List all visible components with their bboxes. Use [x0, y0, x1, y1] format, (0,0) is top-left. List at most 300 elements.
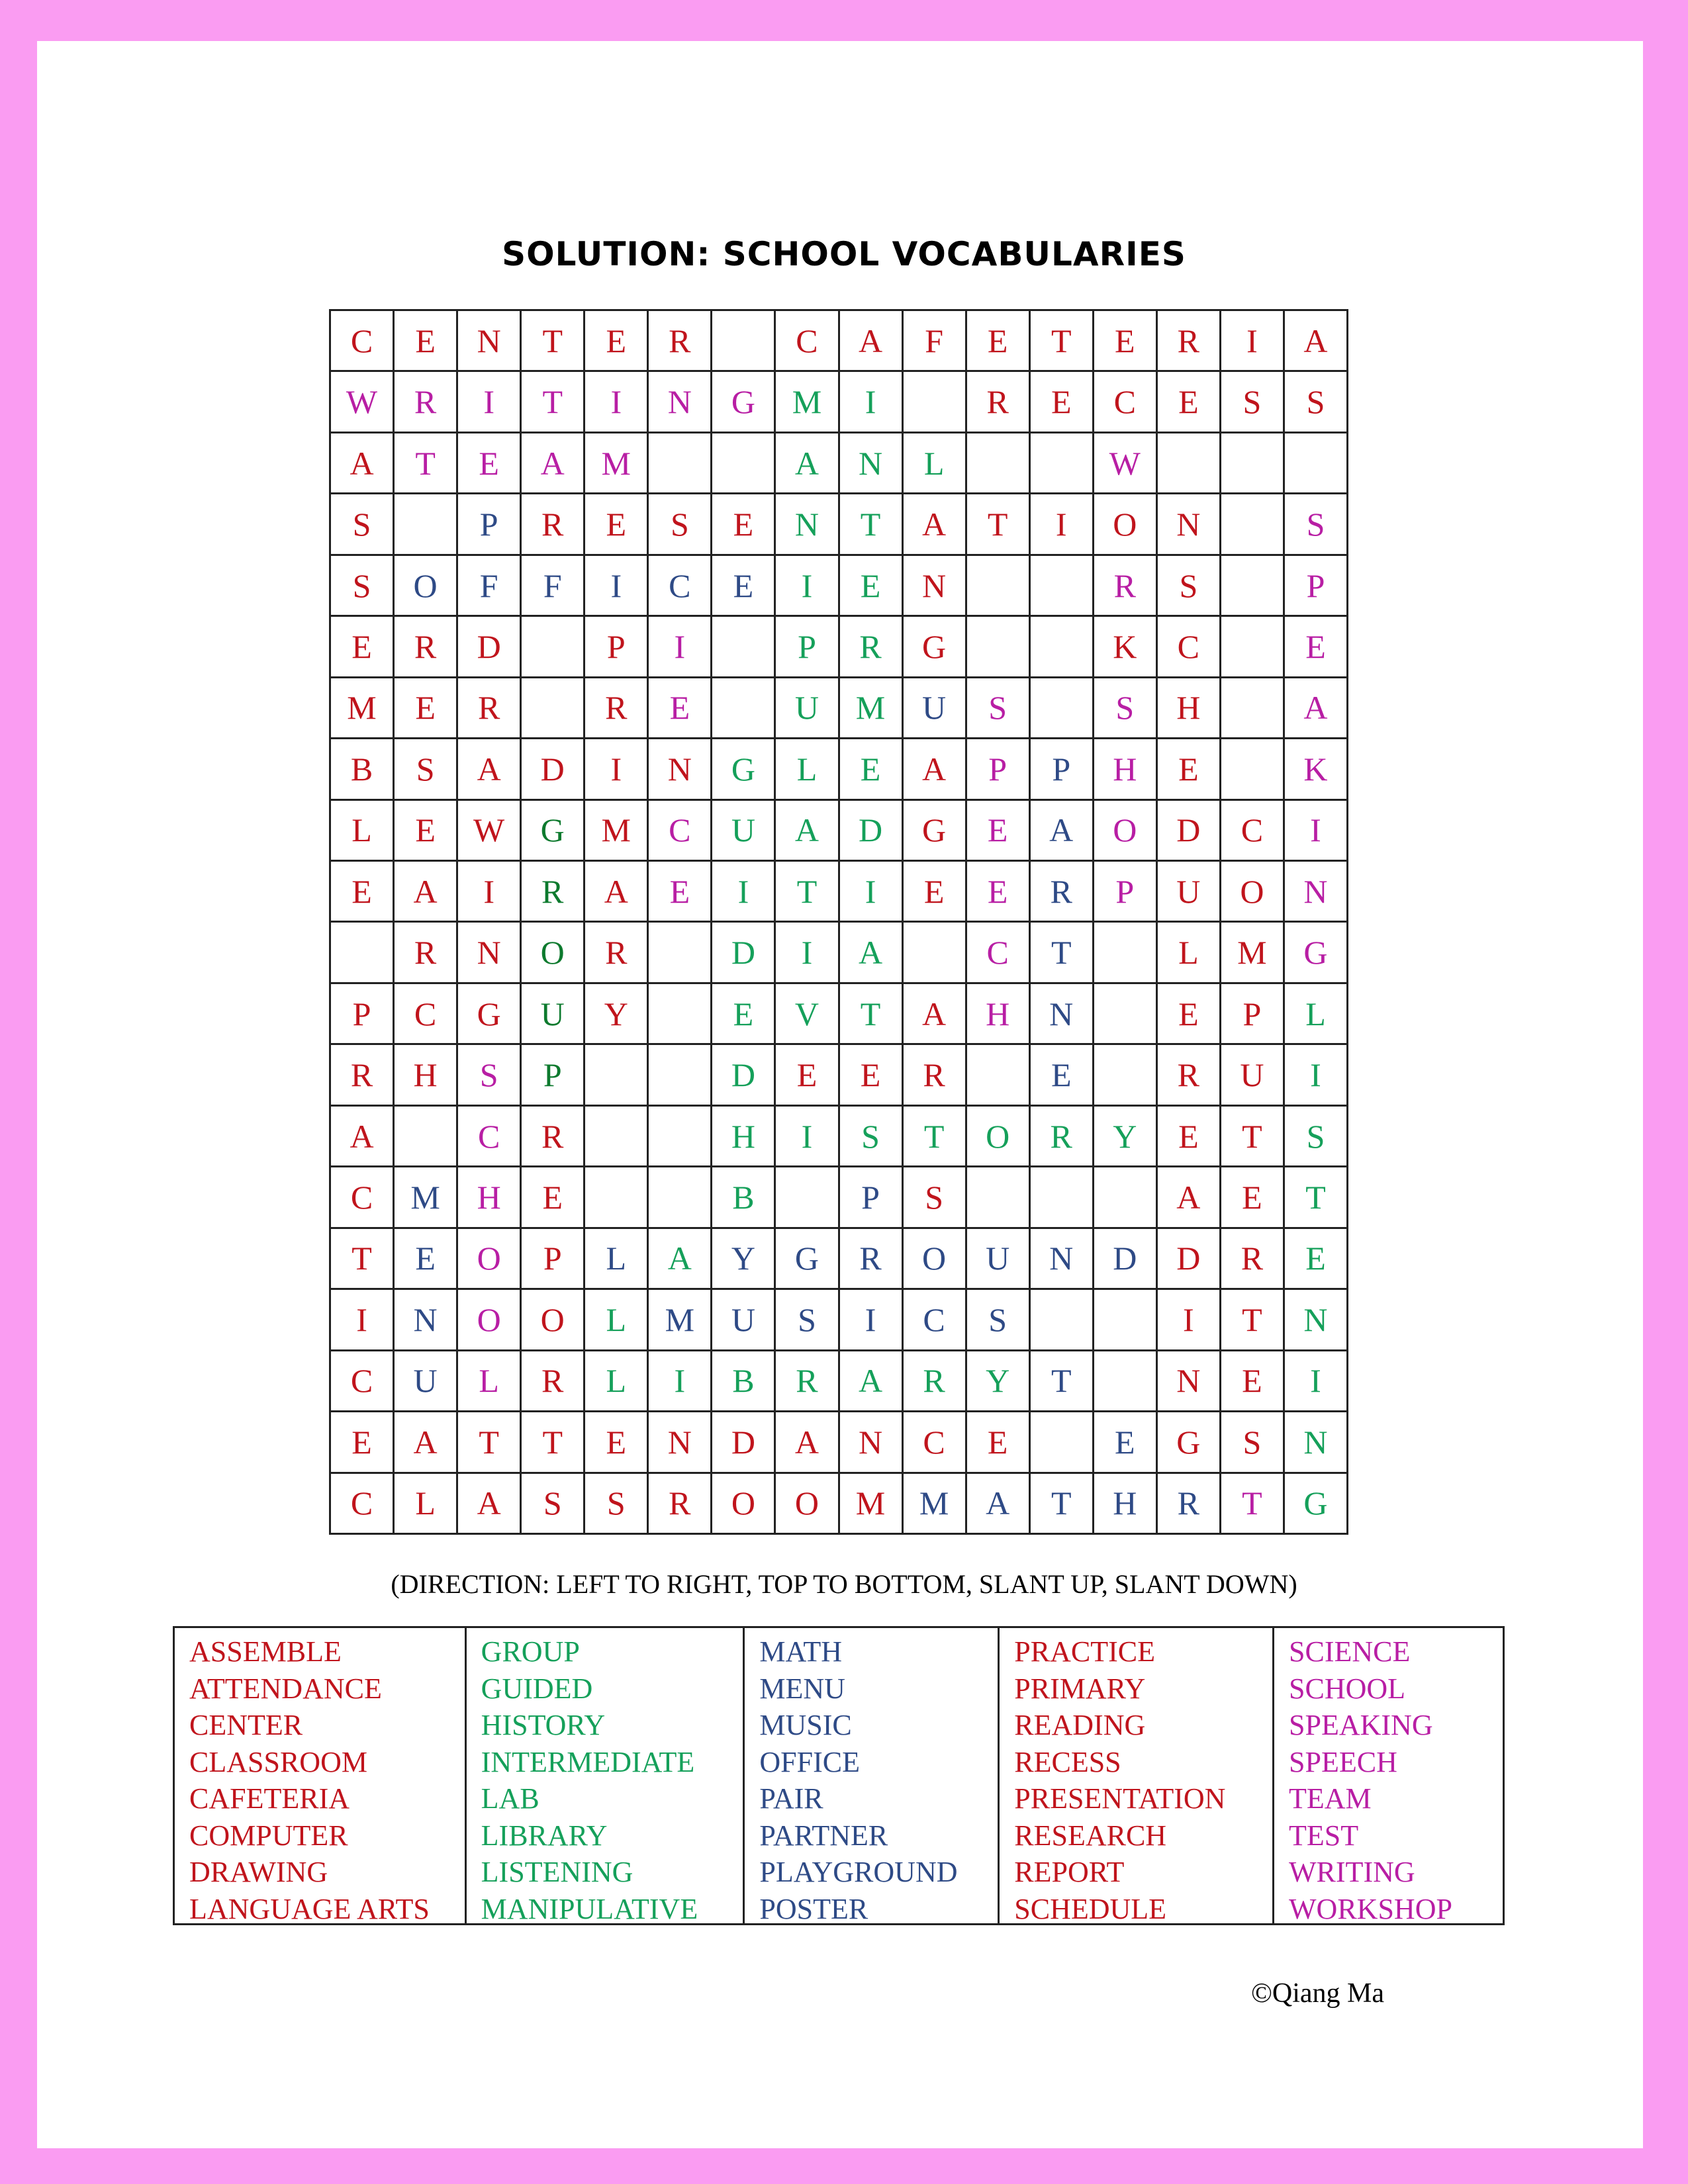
- grid-cell: R: [1221, 1229, 1285, 1290]
- word-item: PRESENTATION: [1014, 1782, 1226, 1815]
- grid-cell: M: [585, 433, 649, 494]
- grid-cell: H: [712, 1107, 776, 1167]
- grid-cell: C: [331, 1474, 395, 1535]
- grid-cell: C: [395, 984, 458, 1045]
- grid-cell: E: [522, 1167, 585, 1228]
- word-item: GUIDED: [481, 1672, 593, 1705]
- grid-cell: T: [1221, 1474, 1285, 1535]
- grid-cell: F: [904, 311, 967, 372]
- grid-cell: [649, 984, 712, 1045]
- grid-cell: T: [458, 1412, 522, 1473]
- grid-cell: E: [967, 801, 1031, 862]
- grid-cell: R: [904, 1351, 967, 1412]
- grid-cell: R: [1031, 1107, 1094, 1167]
- grid-cell: A: [458, 739, 522, 800]
- grid-cell: O: [712, 1474, 776, 1535]
- grid-cell: P: [522, 1229, 585, 1290]
- grid-cell: N: [1158, 1351, 1221, 1412]
- grid-cell: T: [395, 433, 458, 494]
- grid-cell: [712, 433, 776, 494]
- grid-cell: N: [1285, 1412, 1348, 1473]
- grid-cell: N: [1285, 1290, 1348, 1351]
- word-item: MATH: [759, 1635, 843, 1668]
- word-search-grid: [329, 309, 1348, 1535]
- grid-cell: P: [331, 984, 395, 1045]
- grid-cell: C: [1221, 801, 1285, 862]
- grid-cell: N: [776, 494, 839, 555]
- grid-cell: N: [395, 1290, 458, 1351]
- grid-cell: P: [1221, 984, 1285, 1045]
- grid-cell: I: [840, 1290, 904, 1351]
- grid-cell: E: [395, 311, 458, 372]
- grid-cell: C: [904, 1290, 967, 1351]
- grid-cell: [331, 923, 395, 983]
- grid-cell: S: [331, 494, 395, 555]
- grid-cell: O: [904, 1229, 967, 1290]
- grid-cell: O: [522, 923, 585, 983]
- grid-cell: U: [395, 1351, 458, 1412]
- grid-cell: C: [649, 801, 712, 862]
- grid-cell: T: [1031, 1351, 1094, 1412]
- grid-cell: P: [840, 1167, 904, 1228]
- grid-cell: A: [904, 494, 967, 555]
- grid-cell: T: [522, 372, 585, 433]
- grid-cell: [1221, 678, 1285, 739]
- grid-cell: O: [458, 1290, 522, 1351]
- grid-cell: Y: [585, 984, 649, 1045]
- word-item: READING: [1014, 1709, 1146, 1741]
- grid-cell: I: [776, 1107, 839, 1167]
- grid-cell: A: [776, 801, 839, 862]
- grid-cell: B: [331, 739, 395, 800]
- grid-cell: Y: [967, 1351, 1031, 1412]
- grid-cell: R: [395, 372, 458, 433]
- grid-cell: I: [1158, 1290, 1221, 1351]
- grid-cell: O: [1094, 801, 1158, 862]
- grid-cell: R: [395, 617, 458, 678]
- grid-cell: A: [840, 1351, 904, 1412]
- grid-cell: M: [395, 1167, 458, 1228]
- grid-cell: E: [712, 494, 776, 555]
- grid-cell: I: [585, 372, 649, 433]
- word-item: REPORT: [1014, 1856, 1125, 1888]
- grid-cell: E: [395, 801, 458, 862]
- grid-cell: M: [1221, 923, 1285, 983]
- grid-cell: U: [1221, 1045, 1285, 1106]
- grid-cell: [1158, 433, 1221, 494]
- word-item: DRAWING: [189, 1856, 328, 1888]
- copyright: ©Qiang Ma: [1251, 1978, 1385, 2009]
- grid-cell: E: [967, 862, 1031, 923]
- grid-cell: E: [967, 1412, 1031, 1473]
- grid-cell: A: [458, 1474, 522, 1535]
- grid-cell: [1221, 617, 1285, 678]
- grid-cell: M: [776, 372, 839, 433]
- grid-cell: L: [776, 739, 839, 800]
- word-item: CAFETERIA: [189, 1782, 350, 1815]
- grid-cell: [712, 678, 776, 739]
- grid-cell: T: [1031, 311, 1094, 372]
- grid-cell: E: [1221, 1351, 1285, 1412]
- grid-cell: U: [712, 801, 776, 862]
- grid-cell: E: [840, 556, 904, 617]
- grid-cell: I: [776, 923, 839, 983]
- grid-cell: E: [840, 739, 904, 800]
- word-item: ASSEMBLE: [189, 1635, 342, 1668]
- word-column: [1274, 1628, 1503, 1923]
- grid-cell: R: [1031, 862, 1094, 923]
- grid-cell: U: [522, 984, 585, 1045]
- word-item: LIBRARY: [481, 1819, 608, 1852]
- grid-cell: E: [1158, 372, 1221, 433]
- page-title: SOLUTION: SCHOOL VOCABULARIES: [502, 235, 1186, 273]
- grid-cell: N: [1031, 1229, 1094, 1290]
- grid-cell: Y: [1094, 1107, 1158, 1167]
- word-item: CENTER: [189, 1709, 303, 1741]
- grid-cell: [1094, 1290, 1158, 1351]
- grid-cell: S: [967, 678, 1031, 739]
- grid-cell: T: [840, 984, 904, 1045]
- word-item: GROUP: [481, 1635, 580, 1668]
- grid-cell: A: [522, 433, 585, 494]
- grid-cell: E: [331, 617, 395, 678]
- grid-cell: B: [712, 1351, 776, 1412]
- grid-cell: T: [522, 1412, 585, 1473]
- grid-cell: U: [967, 1229, 1031, 1290]
- word-item: SPEECH: [1289, 1745, 1397, 1778]
- grid-cell: I: [712, 862, 776, 923]
- word-item: OFFICE: [759, 1745, 860, 1778]
- grid-cell: U: [1158, 862, 1221, 923]
- grid-cell: [1031, 556, 1094, 617]
- grid-cell: S: [1221, 372, 1285, 433]
- grid-cell: C: [331, 1167, 395, 1228]
- grid-cell: I: [1285, 801, 1348, 862]
- grid-cell: T: [967, 494, 1031, 555]
- grid-cell: R: [395, 923, 458, 983]
- grid-cell: C: [967, 923, 1031, 983]
- grid-cell: T: [1221, 1290, 1285, 1351]
- grid-cell: A: [1031, 801, 1094, 862]
- grid-cell: I: [585, 739, 649, 800]
- grid-cell: K: [1094, 617, 1158, 678]
- grid-cell: T: [1031, 1474, 1094, 1535]
- grid-cell: C: [1094, 372, 1158, 433]
- grid-cell: [967, 617, 1031, 678]
- grid-cell: Y: [712, 1229, 776, 1290]
- word-item: PAIR: [759, 1782, 823, 1815]
- grid-cell: L: [1158, 923, 1221, 983]
- grid-cell: U: [904, 678, 967, 739]
- grid-cell: E: [904, 862, 967, 923]
- grid-cell: R: [522, 862, 585, 923]
- grid-cell: R: [776, 1351, 839, 1412]
- grid-cell: [585, 1167, 649, 1228]
- grid-cell: G: [458, 984, 522, 1045]
- grid-cell: [967, 1167, 1031, 1228]
- grid-cell: T: [776, 862, 839, 923]
- word-item: PARTNER: [759, 1819, 888, 1852]
- grid-cell: C: [331, 311, 395, 372]
- grid-cell: F: [522, 556, 585, 617]
- grid-cell: [904, 923, 967, 983]
- grid-cell: R: [331, 1045, 395, 1106]
- grid-cell: A: [904, 739, 967, 800]
- grid-cell: [1031, 678, 1094, 739]
- grid-cell: E: [967, 311, 1031, 372]
- word-column: [175, 1628, 467, 1923]
- grid-cell: [967, 1045, 1031, 1106]
- word-item: TEST: [1289, 1819, 1359, 1852]
- grid-cell: [649, 433, 712, 494]
- grid-cell: C: [458, 1107, 522, 1167]
- grid-cell: E: [331, 1412, 395, 1473]
- grid-cell: S: [1285, 494, 1348, 555]
- grid-cell: N: [649, 372, 712, 433]
- grid-cell: S: [1285, 372, 1348, 433]
- grid-cell: R: [840, 1229, 904, 1290]
- grid-cell: I: [458, 372, 522, 433]
- grid-cell: G: [1285, 1474, 1348, 1535]
- grid-cell: [1285, 433, 1348, 494]
- grid-cell: A: [967, 1474, 1031, 1535]
- word-item: SCIENCE: [1289, 1635, 1411, 1668]
- grid-cell: [1221, 433, 1285, 494]
- grid-cell: I: [1031, 494, 1094, 555]
- grid-cell: R: [649, 1474, 712, 1535]
- direction-note: (DIRECTION: LEFT TO RIGHT, TOP TO BOTTOM, SLANT UP, SLANT DOWN): [391, 1569, 1297, 1599]
- grid-cell: T: [522, 311, 585, 372]
- grid-cell: M: [331, 678, 395, 739]
- grid-cell: [522, 617, 585, 678]
- grid-cell: A: [1158, 1167, 1221, 1228]
- word-item: SCHEDULE: [1014, 1892, 1167, 1925]
- grid-cell: O: [776, 1474, 839, 1535]
- grid-cell: E: [585, 1412, 649, 1473]
- grid-cell: I: [649, 617, 712, 678]
- grid-cell: I: [331, 1290, 395, 1351]
- grid-cell: L: [585, 1351, 649, 1412]
- grid-cell: K: [1285, 739, 1348, 800]
- grid-cell: N: [1285, 862, 1348, 923]
- grid-cell: E: [458, 433, 522, 494]
- grid-cell: E: [649, 862, 712, 923]
- grid-cell: O: [395, 556, 458, 617]
- grid-cell: E: [1285, 1229, 1348, 1290]
- grid-cell: R: [585, 678, 649, 739]
- grid-cell: [395, 494, 458, 555]
- grid-cell: E: [331, 862, 395, 923]
- grid-cell: L: [395, 1474, 458, 1535]
- grid-cell: L: [904, 433, 967, 494]
- grid-cell: E: [1158, 1107, 1221, 1167]
- grid-cell: A: [331, 433, 395, 494]
- grid-cell: R: [1158, 1045, 1221, 1106]
- grid-cell: G: [522, 801, 585, 862]
- grid-cell: [585, 1107, 649, 1167]
- grid-cell: A: [395, 862, 458, 923]
- grid-cell: S: [967, 1290, 1031, 1351]
- grid-cell: N: [458, 923, 522, 983]
- grid-cell: S: [776, 1290, 839, 1351]
- grid-cell: [967, 556, 1031, 617]
- grid-cell: H: [395, 1045, 458, 1106]
- word-item: WORKSHOP: [1289, 1892, 1452, 1925]
- grid-cell: M: [904, 1474, 967, 1535]
- grid-cell: I: [1285, 1045, 1348, 1106]
- grid-cell: R: [585, 923, 649, 983]
- grid-cell: N: [840, 1412, 904, 1473]
- grid-cell: S: [458, 1045, 522, 1106]
- grid-cell: L: [331, 801, 395, 862]
- grid-cell: D: [712, 1412, 776, 1473]
- grid-cell: I: [840, 862, 904, 923]
- grid-cell: D: [1158, 801, 1221, 862]
- grid-cell: E: [395, 678, 458, 739]
- grid-cell: D: [458, 617, 522, 678]
- grid-cell: E: [1285, 617, 1348, 678]
- word-column: [1000, 1628, 1274, 1923]
- grid-cell: D: [712, 923, 776, 983]
- word-item: MANIPULATIVE: [481, 1892, 698, 1925]
- grid-cell: R: [649, 311, 712, 372]
- grid-cell: H: [1094, 1474, 1158, 1535]
- word-item: CLASSROOM: [189, 1745, 367, 1778]
- grid-cell: [1031, 1167, 1094, 1228]
- grid-cell: N: [458, 311, 522, 372]
- grid-cell: [585, 1045, 649, 1106]
- grid-cell: O: [1221, 862, 1285, 923]
- grid-cell: R: [840, 617, 904, 678]
- grid-cell: M: [585, 801, 649, 862]
- grid-cell: [522, 678, 585, 739]
- grid-cell: C: [1158, 617, 1221, 678]
- word-column: [745, 1628, 1000, 1923]
- word-item: LANGUAGE ARTS: [189, 1892, 430, 1925]
- grid-cell: G: [904, 801, 967, 862]
- grid-cell: C: [904, 1412, 967, 1473]
- grid-cell: P: [1285, 556, 1348, 617]
- grid-cell: A: [904, 984, 967, 1045]
- grid-cell: A: [1285, 678, 1348, 739]
- grid-cell: S: [395, 739, 458, 800]
- grid-cell: W: [331, 372, 395, 433]
- grid-cell: E: [395, 1229, 458, 1290]
- grid-cell: D: [840, 801, 904, 862]
- word-item: INTERMEDIATE: [481, 1745, 695, 1778]
- grid-cell: I: [1221, 311, 1285, 372]
- grid-cell: P: [776, 617, 839, 678]
- grid-cell: [967, 433, 1031, 494]
- grid-cell: A: [840, 923, 904, 983]
- grid-cell: T: [1031, 923, 1094, 983]
- word-item: HISTORY: [481, 1709, 606, 1741]
- grid-cell: E: [840, 1045, 904, 1106]
- grid-cell: E: [585, 494, 649, 555]
- word-item: RECESS: [1014, 1745, 1121, 1778]
- grid-cell: A: [1285, 311, 1348, 372]
- grid-cell: N: [649, 739, 712, 800]
- grid-cell: U: [776, 678, 839, 739]
- grid-cell: P: [967, 739, 1031, 800]
- word-item: LAB: [481, 1782, 539, 1815]
- grid-cell: [904, 372, 967, 433]
- word-item: COMPUTER: [189, 1819, 348, 1852]
- grid-cell: S: [840, 1107, 904, 1167]
- grid-cell: E: [585, 311, 649, 372]
- word-item: SPEAKING: [1289, 1709, 1433, 1741]
- grid-cell: P: [585, 617, 649, 678]
- grid-cell: S: [522, 1474, 585, 1535]
- grid-cell: S: [331, 556, 395, 617]
- grid-cell: A: [585, 862, 649, 923]
- grid-cell: E: [1094, 1412, 1158, 1473]
- grid-cell: H: [1094, 739, 1158, 800]
- grid-cell: E: [1158, 739, 1221, 800]
- grid-cell: E: [712, 556, 776, 617]
- word-item: ATTENDANCE: [189, 1672, 382, 1705]
- grid-cell: T: [1285, 1167, 1348, 1228]
- grid-cell: C: [776, 311, 839, 372]
- grid-cell: U: [712, 1290, 776, 1351]
- grid-cell: R: [1158, 311, 1221, 372]
- grid-cell: R: [522, 1351, 585, 1412]
- grid-cell: N: [1158, 494, 1221, 555]
- grid-cell: G: [712, 372, 776, 433]
- word-item: LISTENING: [481, 1856, 633, 1888]
- word-item: SCHOOL: [1289, 1672, 1406, 1705]
- grid-cell: T: [1221, 1107, 1285, 1167]
- word-list-table: [173, 1626, 1505, 1925]
- grid-cell: E: [1031, 372, 1094, 433]
- grid-cell: O: [967, 1107, 1031, 1167]
- grid-cell: A: [776, 1412, 839, 1473]
- grid-cell: G: [1158, 1412, 1221, 1473]
- grid-cell: E: [776, 1045, 839, 1106]
- grid-cell: R: [522, 1107, 585, 1167]
- grid-cell: [1094, 1167, 1158, 1228]
- grid-cell: [1031, 433, 1094, 494]
- grid-cell: A: [331, 1107, 395, 1167]
- grid-cell: R: [458, 678, 522, 739]
- grid-cell: H: [967, 984, 1031, 1045]
- grid-cell: H: [1158, 678, 1221, 739]
- grid-cell: D: [1158, 1229, 1221, 1290]
- word-item: TEAM: [1289, 1782, 1372, 1815]
- word-column: [467, 1628, 745, 1923]
- grid-cell: O: [522, 1290, 585, 1351]
- grid-cell: [1031, 1412, 1094, 1473]
- word-item: PRIMARY: [1014, 1672, 1146, 1705]
- grid-cell: T: [331, 1229, 395, 1290]
- grid-cell: [1221, 494, 1285, 555]
- grid-cell: E: [712, 984, 776, 1045]
- grid-cell: L: [585, 1290, 649, 1351]
- grid-cell: T: [904, 1107, 967, 1167]
- grid-cell: W: [458, 801, 522, 862]
- grid-cell: [1031, 617, 1094, 678]
- grid-cell: N: [1031, 984, 1094, 1045]
- grid-cell: V: [776, 984, 839, 1045]
- word-item: PRACTICE: [1014, 1635, 1155, 1668]
- grid-cell: I: [840, 372, 904, 433]
- grid-cell: O: [1094, 494, 1158, 555]
- grid-cell: F: [458, 556, 522, 617]
- grid-cell: [1094, 1351, 1158, 1412]
- grid-cell: G: [1285, 923, 1348, 983]
- grid-cell: [776, 1167, 839, 1228]
- grid-cell: [712, 311, 776, 372]
